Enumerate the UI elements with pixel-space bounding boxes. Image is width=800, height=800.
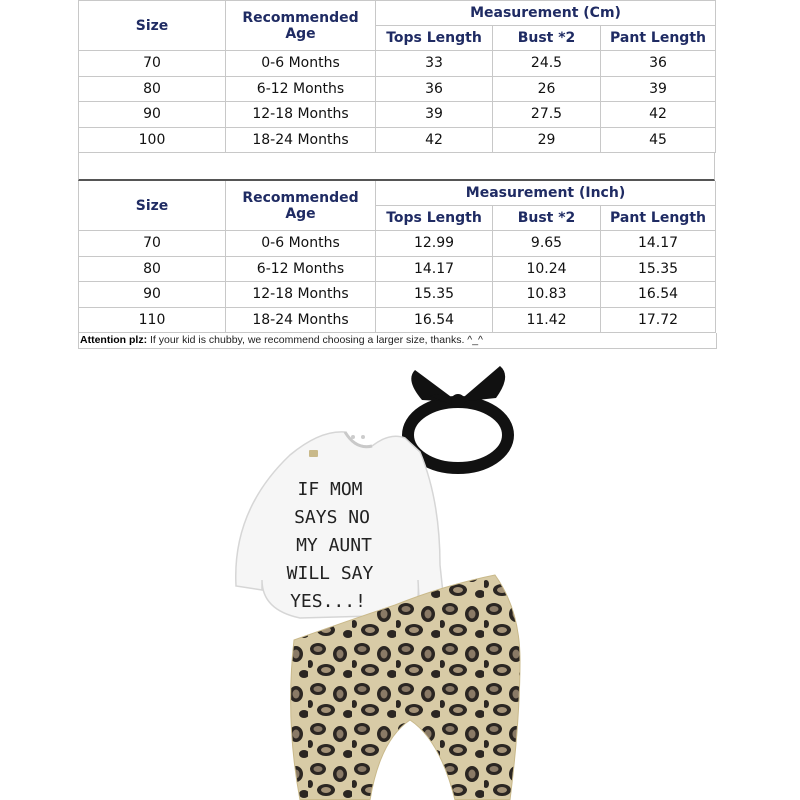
size-cell: 100: [79, 127, 226, 153]
age-cell: 0-6 Months: [226, 231, 376, 257]
bust-cell: 29: [493, 127, 601, 153]
bust-cell: 9.65: [493, 231, 601, 257]
header-recommended-age: Recommended Age: [226, 181, 376, 231]
age-cell: 18-24 Months: [226, 307, 376, 333]
size-chart: [78, 0, 715, 333]
size-cell: 80: [79, 256, 226, 282]
size-cell: 90: [79, 282, 226, 308]
size-cell: 110: [79, 307, 226, 333]
table-row: [79, 231, 716, 257]
header-size: Size: [79, 1, 226, 51]
header-pant-length: Pant Length: [601, 206, 716, 231]
shirt-print-line-1: IF MOM: [297, 479, 363, 500]
headband: [408, 366, 508, 468]
pant-length-cell: 45: [601, 127, 716, 153]
header-tops-length: Tops Length: [376, 26, 493, 51]
pant-length-cell: 17.72: [601, 307, 716, 333]
pant-length-cell: 42: [601, 102, 716, 128]
pant-length-cell: 39: [601, 76, 716, 102]
size-cell: 70: [79, 231, 226, 257]
table-row: [79, 76, 716, 102]
age-cell: 6-12 Months: [226, 76, 376, 102]
bust-cell: 10.83: [493, 282, 601, 308]
shirt-print-line-4: WILL SAY: [286, 563, 374, 584]
attention-note: [78, 333, 717, 349]
header-tops-length: Tops Length: [376, 206, 493, 231]
bust-cell: 11.42: [493, 307, 601, 333]
header-bust: Bust *2: [493, 206, 601, 231]
age-cell: 0-6 Months: [226, 51, 376, 77]
tops-length-cell: 15.35: [376, 282, 493, 308]
size-table-inch: [78, 181, 716, 333]
bust-cell: 24.5: [493, 51, 601, 77]
pant-length-cell: 15.35: [601, 256, 716, 282]
shirt-print-line-5: YES...!: [290, 591, 366, 612]
tops-length-cell: 33: [376, 51, 493, 77]
size-cell: 70: [79, 51, 226, 77]
tops-length-cell: 16.54: [376, 307, 493, 333]
table-row: [79, 282, 716, 308]
table-row: [79, 127, 716, 153]
pant-length-cell: 14.17: [601, 231, 716, 257]
header-bust: Bust *2: [493, 26, 601, 51]
attention-text: If your kid is chubby, we recommend choosing a larger size, thanks. ^_^: [147, 334, 483, 346]
shirt-print-line-3: MY AUNT: [296, 535, 372, 556]
header-recommended-age: Recommended Age: [226, 1, 376, 51]
tops-length-cell: 14.17: [376, 256, 493, 282]
header-measurement-group: Measurement (Inch): [376, 181, 716, 206]
tops-length-cell: 12.99: [376, 231, 493, 257]
bust-cell: 26: [493, 76, 601, 102]
tops-length-cell: 42: [376, 127, 493, 153]
tops-length-cell: 36: [376, 76, 493, 102]
age-cell: 12-18 Months: [226, 102, 376, 128]
age-cell: 18-24 Months: [226, 127, 376, 153]
bust-cell: 10.24: [493, 256, 601, 282]
table-row: [79, 256, 716, 282]
shirt-print-line-2: SAYS NO: [294, 507, 370, 528]
attention-label: Attention plz:: [80, 334, 148, 346]
header-size: Size: [79, 181, 226, 231]
product-photo: [0, 360, 800, 800]
header-pant-length: Pant Length: [601, 26, 716, 51]
table-row: [79, 102, 716, 128]
table-divider: [78, 153, 715, 181]
bust-cell: 27.5: [493, 102, 601, 128]
table-row: [79, 51, 716, 77]
pant-length-cell: 16.54: [601, 282, 716, 308]
table-row: [79, 307, 716, 333]
size-table-cm: [78, 0, 716, 153]
pant-length-cell: 36: [601, 51, 716, 77]
header-measurement-group: Measurement (Cm): [376, 1, 716, 26]
size-cell: 80: [79, 76, 226, 102]
tshirt: [236, 432, 445, 618]
size-cell: 90: [79, 102, 226, 128]
tops-length-cell: 39: [376, 102, 493, 128]
age-cell: 6-12 Months: [226, 256, 376, 282]
age-cell: 12-18 Months: [226, 282, 376, 308]
